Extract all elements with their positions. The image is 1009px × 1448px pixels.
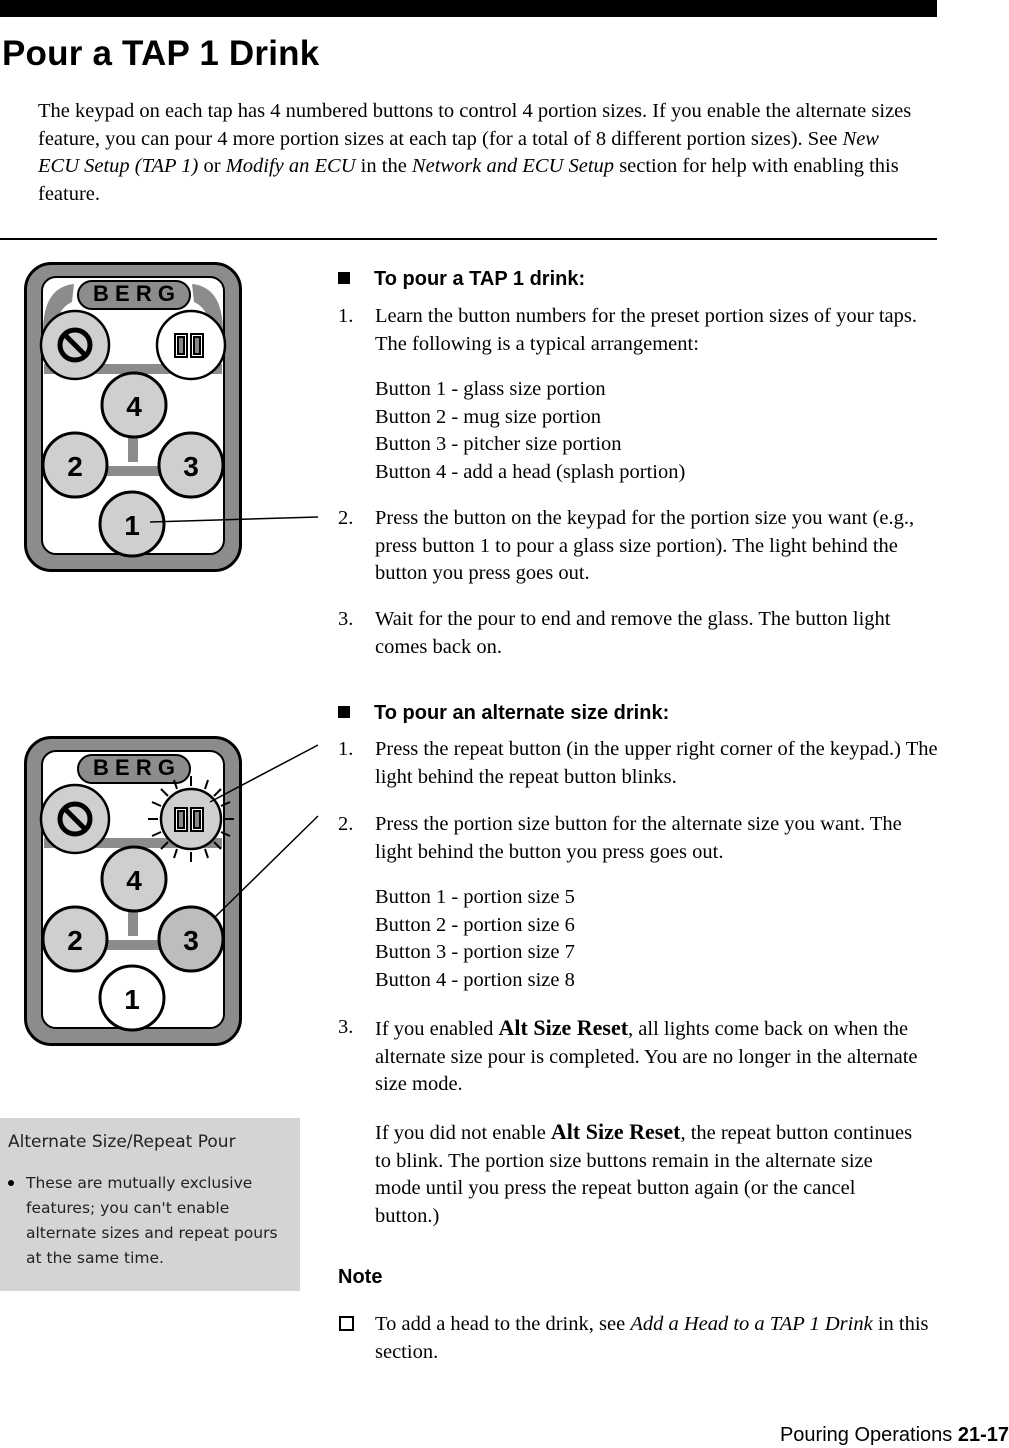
button-4[interactable]: [102, 373, 166, 437]
note-text-part: To add a head to the drink, see: [375, 1313, 631, 1335]
section-heading: [338, 702, 669, 725]
note-text: [375, 1311, 940, 1366]
step-number: 2.: [338, 813, 354, 835]
button-3[interactable]: [159, 907, 223, 971]
step-text: Learn the button numbers for the preset portion sizes of your taps. The following is a typical arrangement:: [375, 305, 917, 355]
button-label: 1: [124, 984, 140, 1015]
sidebar-title: Alternate Size/Repeat Pour: [8, 1132, 236, 1152]
button-1[interactable]: [100, 966, 164, 1030]
square-bullet-icon: [338, 706, 350, 718]
link-add-head[interactable]: Add a Head to a TAP 1 Drink: [630, 1313, 873, 1335]
step: [338, 811, 938, 866]
paragraph-text: , the repeat button continues to blink. The portion size buttons remain in the alternate size mode until you press the repeat button again (or the cancel button.): [375, 1122, 913, 1227]
list-item: Button 4 - add a head (splash portion): [375, 460, 686, 483]
button-2[interactable]: [43, 907, 107, 971]
portion-list: [375, 376, 935, 486]
step-number: 3.: [338, 1016, 354, 1038]
button-label: 2: [67, 451, 83, 482]
alternate-portion-list: [375, 884, 935, 994]
link-network-ecu-setup[interactable]: Network and ECU Setup: [411, 155, 615, 177]
page-number: 21-17: [957, 1424, 1009, 1446]
section-divider: [0, 238, 937, 240]
cancel-button[interactable]: [41, 785, 109, 853]
step-number: 1.: [338, 738, 354, 760]
keypad-brand: B E R G: [93, 755, 175, 780]
list-item: Button 1 - glass size portion: [375, 378, 606, 400]
button-label: 4: [126, 391, 142, 422]
cancel-button[interactable]: [41, 311, 109, 379]
list-item: Button 4 - portion size 8: [375, 968, 575, 991]
step-text: Press the portion size button for the alternate size you want. The light behind the button you press goes out.: [375, 813, 902, 863]
intro-paragraph: [38, 98, 918, 208]
list-item: Button 3 - portion size 7: [375, 941, 575, 963]
step: [338, 505, 938, 588]
keypad-illustration-alternate: [24, 736, 242, 1046]
paragraph-text: If you did not enable: [375, 1122, 551, 1144]
button-label: 2: [67, 925, 83, 956]
link-modify-ecu[interactable]: Modify an ECU: [225, 155, 356, 177]
header-bar: [0, 0, 937, 17]
intro-text: or: [198, 155, 226, 177]
intro-text: in the: [355, 155, 412, 177]
square-bullet-icon: [338, 272, 350, 284]
setting-name: Alt Size Reset: [550, 1119, 681, 1144]
bullet-icon: [8, 1180, 14, 1186]
list-item: Button 1 - portion size 5: [375, 886, 575, 908]
sidebar-text: These are mutually exclusive features; you can't enable alternate sizes and repeat pours at the same time.: [26, 1174, 278, 1267]
list-item: Button 2 - mug size portion: [375, 405, 602, 428]
page-footer: [709, 1424, 1009, 1447]
step-number: 2.: [338, 507, 354, 529]
intro-text: The keypad on each tap has 4 numbered buttons to control 4 portion sizes. If you enable the alternate sizes feature, you can pour 4 more portion sizes at each tap (for a total of 8 different portion sizes). See: [38, 100, 912, 150]
step-text: Wait for the pour to end and remove the glass. The button light comes back on.: [375, 608, 891, 658]
note-heading: Note: [338, 1266, 383, 1288]
step: [338, 736, 938, 791]
step-text: Press the repeat button (in the upper right corner of the keypad.) The light behind the repeat button blinks.: [375, 738, 938, 788]
step-text-part: , all lights come back on when the alternate size pour is completed. You are no longer in the alternate size mode.: [375, 1018, 918, 1095]
list-item: Button 3 - pitcher size portion: [375, 433, 622, 455]
keypad-brand: B E R G: [93, 281, 175, 306]
note-text-part: in this section.: [375, 1313, 929, 1363]
step: [338, 303, 938, 358]
page-title: Pour a TAP 1 Drink: [2, 34, 320, 73]
step-number: 3.: [338, 608, 354, 630]
step-number: 1.: [338, 305, 354, 327]
heading-text: To pour a TAP 1 drink:: [374, 268, 586, 290]
sidebar-note: [0, 1118, 300, 1291]
step-text-part: If you enabled: [375, 1018, 499, 1040]
step: [338, 606, 938, 661]
button-1[interactable]: [100, 492, 164, 556]
button-label: 3: [183, 451, 199, 482]
button-2[interactable]: [43, 433, 107, 497]
list-item: Button 2 - portion size 6: [375, 913, 575, 936]
heading-text: To pour an alternate size drink:: [374, 702, 670, 724]
intro-text: section for help with enabling this feature.: [38, 155, 899, 205]
setting-name: Alt Size Reset: [498, 1015, 629, 1040]
button-label: 1: [124, 510, 140, 541]
paragraph: [375, 1118, 920, 1230]
keypad-illustration: [24, 262, 242, 572]
footer-label: Pouring Operations: [779, 1424, 958, 1446]
step-text: [375, 1014, 938, 1099]
repeat-button[interactable]: [157, 311, 225, 379]
checkbox-bullet-icon: [339, 1316, 354, 1331]
step: [338, 1014, 938, 1099]
button-label: 3: [183, 925, 199, 956]
section-heading: [338, 268, 585, 291]
button-4[interactable]: [102, 847, 166, 911]
step-text: Press the button on the keypad for the portion size you want (e.g., press button 1 to pour a glass size portion). The light behind the button you press goes out.: [375, 507, 915, 584]
link-new-ecu-setup[interactable]: New ECU Setup (TAP 1): [38, 127, 879, 177]
button-label: 4: [126, 865, 142, 896]
button-3[interactable]: [159, 433, 223, 497]
